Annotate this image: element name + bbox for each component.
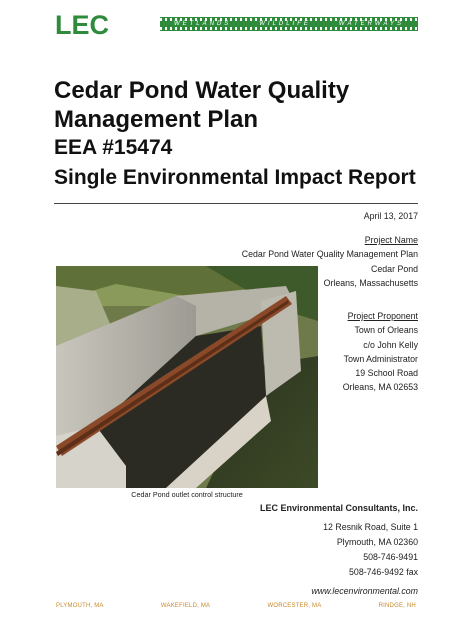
proponent-line: c/o John Kelly (363, 339, 418, 350)
report-date: April 13, 2017 (363, 211, 418, 221)
title-line-1: Cedar Pond Water Quality (54, 77, 350, 104)
eea-number: EEA #15474 (54, 136, 173, 159)
office-wakefield: WAKEFIELD, MA (160, 603, 211, 609)
banner-dots-bottom (160, 27, 418, 30)
tagline-wildlife: WILDLIFE (259, 21, 311, 27)
proponent-line: Town Administrator (343, 353, 418, 364)
company-name: LEC Environmental Consultants, Inc. (259, 503, 418, 513)
tagline-banner (160, 17, 418, 31)
project-line: Cedar Pond (371, 263, 418, 274)
photo-caption: Cedar Pond outlet control structure (131, 490, 243, 499)
proponent-line: Town of Orleans (354, 325, 418, 336)
lec-logo: LEC (55, 10, 109, 40)
company-website-link[interactable]: www.lecenvironmental.com (311, 586, 418, 596)
office-rindge: RINDGE, NH (378, 603, 416, 609)
outlet-structure-photo (56, 266, 318, 488)
company-line: 508-746-9492 fax (349, 567, 418, 577)
project-proponent-block (343, 309, 418, 395)
office-plymouth: PLYMOUTH, MA (56, 603, 104, 609)
tagline-wetlands: WETLANDS (173, 21, 232, 27)
tagline-waterways: WATERWAYS (338, 21, 405, 27)
office-worcester: WORCESTER, MA (267, 603, 322, 609)
project-line: Orleans, Massachusetts (323, 277, 418, 288)
project-line: Cedar Pond Water Quality Management Plan (241, 249, 418, 260)
report-title (54, 76, 414, 134)
company-line: Plymouth, MA 02360 (336, 537, 418, 547)
project-name-heading: Project Name (364, 235, 418, 245)
title-divider (54, 203, 418, 204)
company-line: 12 Resnik Road, Suite 1 (323, 522, 418, 532)
proponent-heading: Project Proponent (347, 311, 418, 321)
report-subtitle: Single Environmental Impact Report (54, 166, 416, 189)
company-line: 508-746-9491 (363, 552, 418, 562)
office-locations-footer (56, 603, 416, 609)
photo-illustration (56, 266, 318, 488)
title-line-2: Management Plan (54, 106, 259, 133)
proponent-line: 19 School Road (355, 368, 418, 379)
proponent-line: Orleans, MA 02653 (342, 382, 418, 393)
company-block (260, 501, 418, 599)
